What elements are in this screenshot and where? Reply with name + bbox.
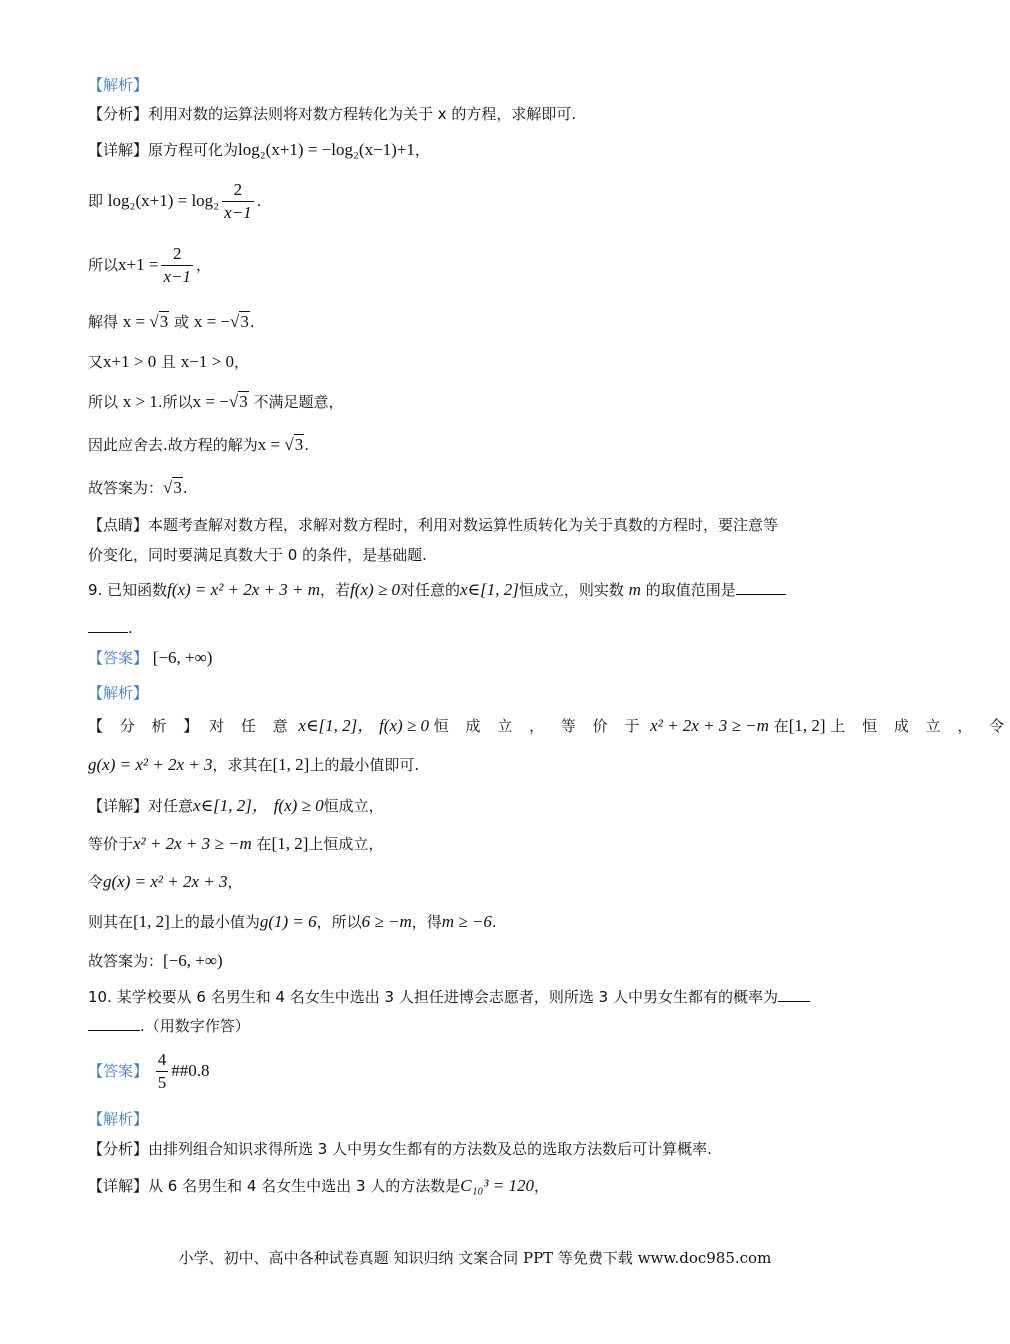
q9-detail-line1: 【详解】对任意x∈[1, 2]， f(x) ≥ 0恒成立， — [88, 796, 384, 815]
q8-detail-line7: 因此应舍去.故方程的解为x = √3. — [88, 435, 309, 454]
q8-final-answer: 故答案为：√3. — [88, 478, 188, 497]
q9-fenxi-line1: 【 分 析 】 对 任 意 x∈[1, 2]， f(x) ≥ 0 恒 成 立 ， 等 价 于 x² + 2x + 3 ≥ −m 在[1, 2] 上 恒 成 立 ， 令 — [88, 716, 1010, 735]
q9-final-answer: 故答案为：[−6, +∞) — [88, 951, 223, 970]
q8-detail-line1: 【详解】原方程可化为log₂(x+1) = −log₂(x−1)+1， — [88, 140, 430, 159]
q8-comment-line2: 价变化，同时要满足真数大于 0 的条件，是基础题. — [88, 546, 427, 564]
analysis-heading: 【解析】 — [88, 76, 149, 94]
q10-analysis-heading: 【解析】 — [88, 1110, 149, 1128]
q9-detail-line2: 等价于x² + 2x + 3 ≥ −m 在[1, 2]上恒成立， — [88, 834, 384, 853]
q8-detail-line2: 即 log₂(x+1) = log₂ $\frac{2}{x-1}$ . — [88, 180, 262, 222]
q9-detail-line3: 令g(x) = x² + 2x + 3， — [88, 872, 243, 891]
q10-detail: 【详解】从 6 名男生和 4 名女生中选出 3 人的方法数是C₁₀³ = 120， — [88, 1176, 550, 1195]
q8-detail-line4: 解得 x = √3 或 x = −√3. — [88, 312, 255, 331]
q8-comment-line1: 【点睛】本题考查解对数方程，求解对数方程时，利用对数运算性质转化为关于真数的方程时，要注意等 — [88, 516, 779, 534]
page-footer: 小学、初中、高中各种试卷真题 知识归纳 文案合同 PPT 等免费下载 www.doc985.com — [178, 1249, 772, 1267]
q9-question-line1: 9. 已知函数f(x) = x² + 2x + 3 + m，若f(x) ≥ 0对任意的x∈[1, 2]恒成立，则实数 m 的取值范围是 — [88, 580, 786, 600]
q10-question-line2: .（用数字作答） — [88, 1016, 250, 1036]
q9-fenxi-line2: g(x) = x² + 2x + 3，求其在[1, 2]上的最小值即可. — [88, 755, 420, 774]
q8-detail-line5: 又x+1 > 0 且 x−1 > 0， — [88, 352, 249, 371]
q10-question-line1: 10. 某学校要从 6 名男生和 4 名女生中选出 3 人担任进博会志愿者，则所选 3 人中男女生都有的概率为 — [88, 987, 810, 1007]
q10-fenxi: 【分析】由排列组合知识求得所选 3 人中男女生都有的方法数及总的选取方法数后可计算概率. — [88, 1140, 712, 1158]
q9-answer: 【答案】 [−6, +∞) — [88, 648, 213, 667]
q9-question-line2: . — [88, 618, 133, 638]
q9-detail-line4: 则其在[1, 2]上的最小值为g(1) = 6，所以6 ≥ −m，得m ≥ −6. — [88, 912, 497, 931]
q10-answer: 【答案】 $\frac{4}{5}$ ##0.8 — [88, 1050, 210, 1092]
q9-analysis-heading: 【解析】 — [88, 684, 149, 702]
q8-fenxi: 【分析】利用对数的运算法则将对数方程转化为关于 x 的方程，求解即可. — [88, 105, 577, 123]
q8-detail-line3: 所以x+1 = $\frac{2}{x-1}$ ， — [88, 244, 211, 286]
q8-detail-line6: 所以 x > 1.所以x = −√3 不满足题意， — [88, 392, 344, 411]
